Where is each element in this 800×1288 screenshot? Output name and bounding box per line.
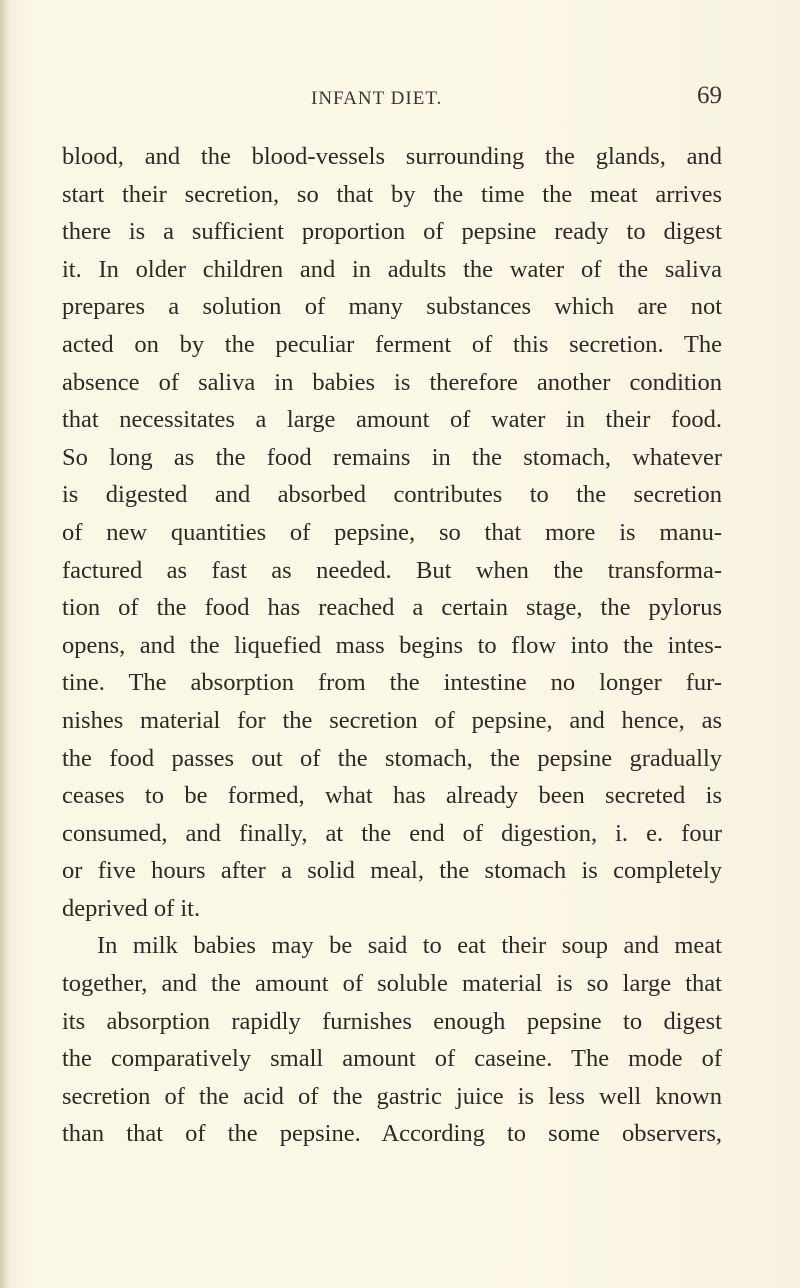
- page-number: 69: [697, 82, 722, 109]
- text-line: nishes material for the secretion of pepsine, and hence, as: [62, 706, 722, 734]
- text-line: its absorption rapidly furnishes enough pepsine to digest: [62, 1007, 722, 1035]
- text-line-paragraph-start: In milk babies may be said to eat their soup and meat: [97, 932, 722, 960]
- text-line: So long as the food remains in the stomach, whatever: [62, 443, 722, 471]
- text-line: it. In older children and in adults the water of the saliva: [62, 255, 722, 283]
- text-line: or five hours after a solid meal, the stomach is completely: [62, 857, 722, 885]
- text-line: there is a sufficient proportion of pepsine ready to digest: [62, 218, 722, 246]
- text-line: that necessitates a large amount of water in their food.: [62, 406, 722, 434]
- text-line: than that of the pepsine. According to some observers,: [62, 1120, 722, 1148]
- text-line: prepares a solution of many substances which are not: [62, 293, 722, 321]
- text-line: the food passes out of the stomach, the pepsine gradually: [62, 744, 722, 772]
- text-line-paragraph-end: deprived of it.: [62, 894, 201, 922]
- text-line: is digested and absorbed contributes to the secretion: [62, 481, 722, 509]
- text-line: together, and the amount of soluble material is so large that: [62, 970, 722, 998]
- text-line: absence of saliva in babies is therefore another condition: [62, 368, 722, 396]
- text-line: tion of the food has reached a certain stage, the pylorus: [62, 594, 722, 622]
- text-line: consumed, and finally, at the end of digestion, i. e. four: [62, 819, 722, 847]
- body-text: [62, 138, 722, 1153]
- text-line: opens, and the liquefied mass begins to flow into the intes-: [62, 631, 722, 659]
- running-head: INFANT DIET.: [311, 88, 443, 109]
- text-line: ceases to be formed, what has already been secreted is: [62, 782, 722, 810]
- text-line: secretion of the acid of the gastric juice is less well known: [62, 1082, 722, 1110]
- text-line: tine. The absorption from the intestine no longer fur-: [62, 669, 722, 697]
- text-line: of new quantities of pepsine, so that more is manu-: [62, 518, 722, 546]
- text-line: blood, and the blood-vessels surrounding the glands, and: [62, 143, 722, 170]
- text-line: the comparatively small amount of caseine. The mode of: [62, 1045, 722, 1073]
- text-line: start their secretion, so that by the time the meat arrives: [62, 180, 722, 208]
- text-line: acted on by the peculiar ferment of this secretion. The: [62, 330, 722, 358]
- text-line: factured as fast as needed. But when the transforma-: [62, 556, 722, 584]
- page-gutter-edge: [0, 0, 10, 1288]
